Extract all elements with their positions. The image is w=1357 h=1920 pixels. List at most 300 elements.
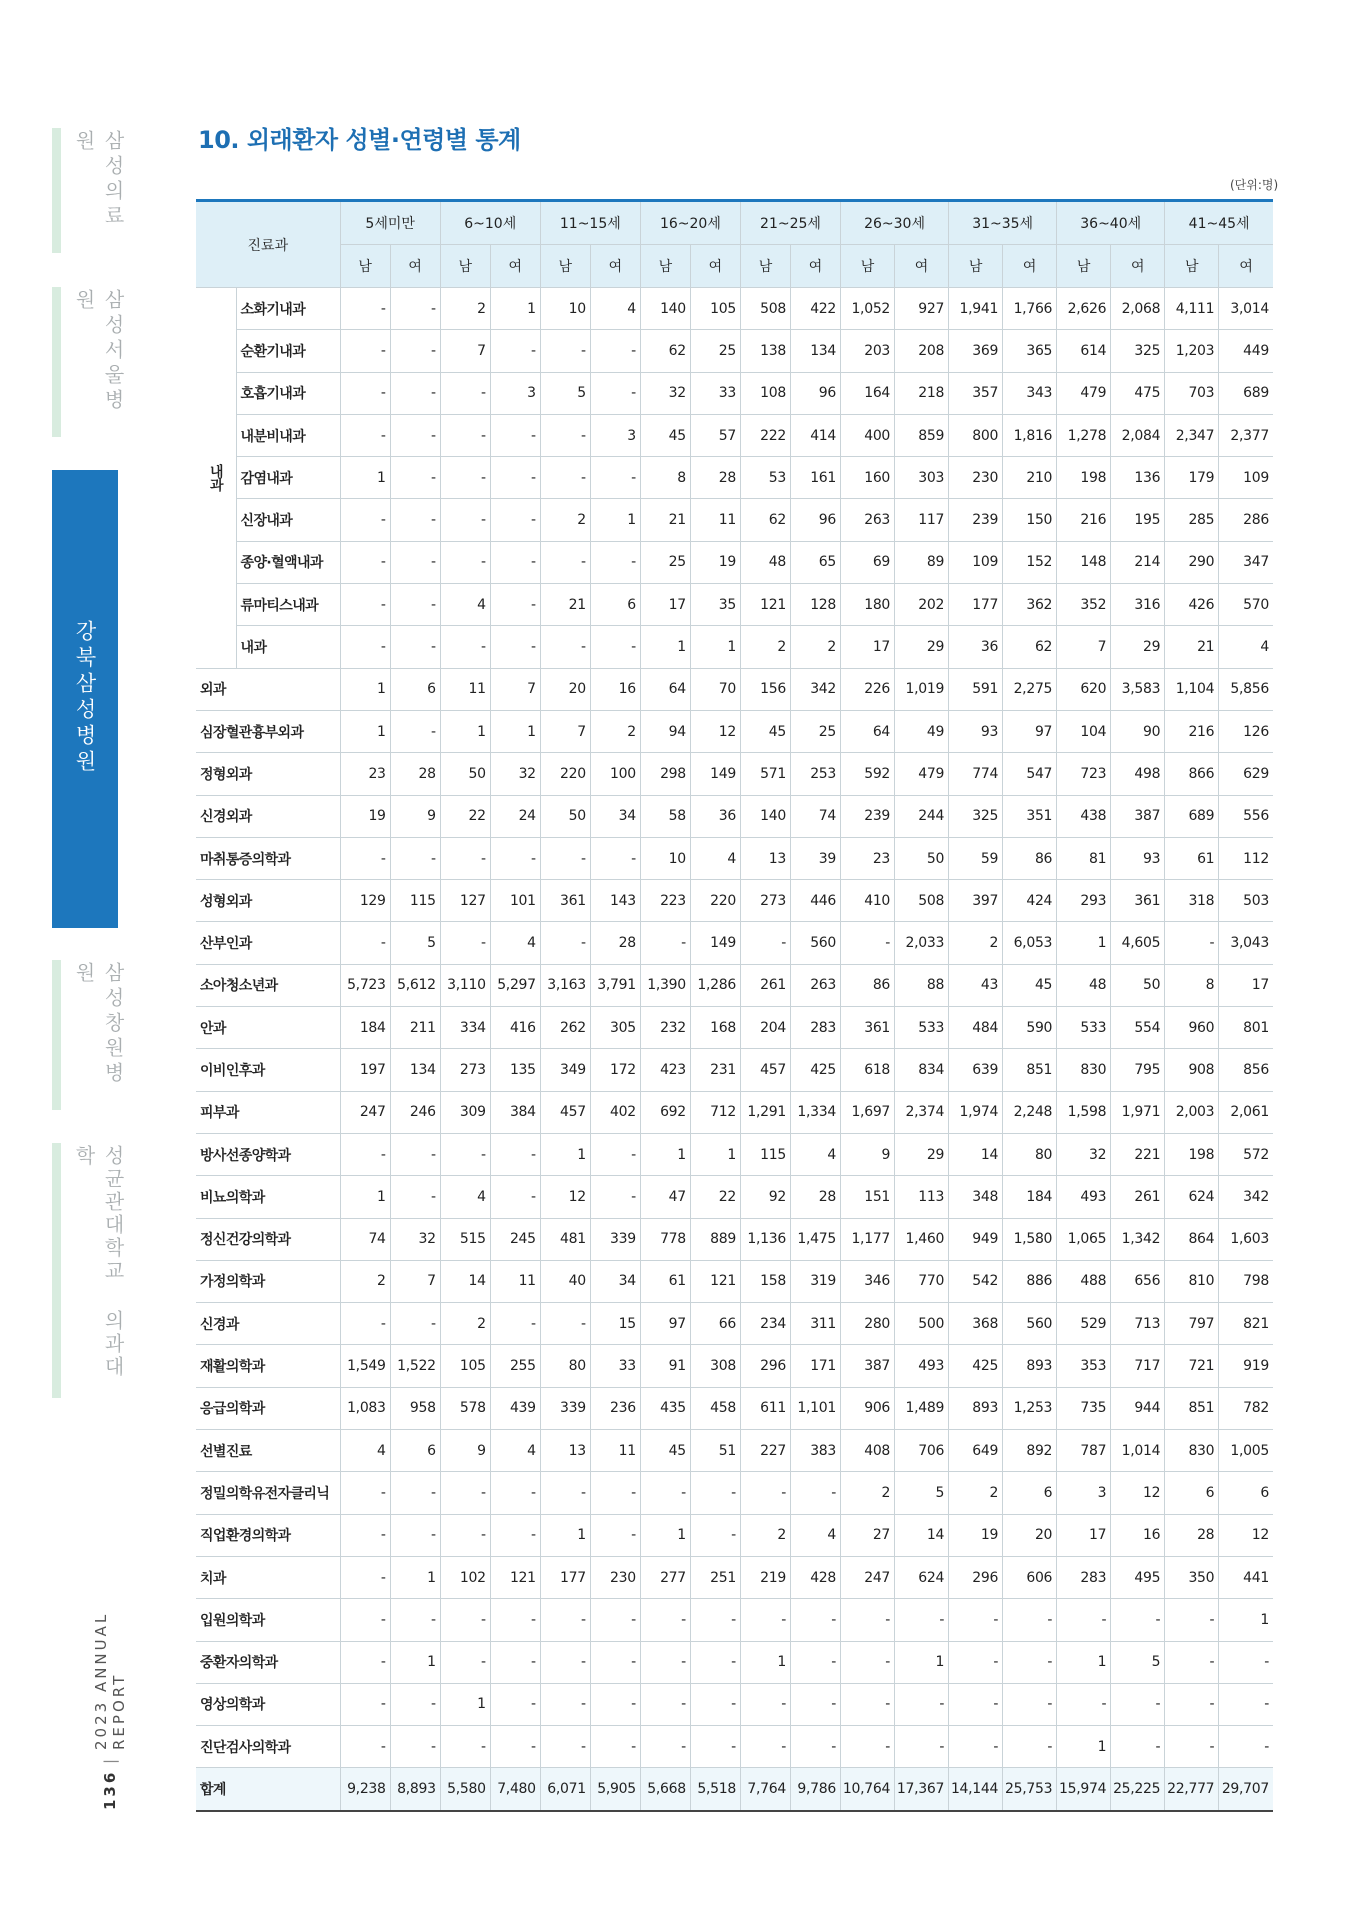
cell-value: 17 bbox=[841, 626, 895, 668]
cell-value: - bbox=[390, 626, 440, 668]
cell-value: 29 bbox=[895, 626, 949, 668]
cell-value: 89 bbox=[895, 541, 949, 583]
cell-value: 311 bbox=[790, 1303, 840, 1345]
table-row bbox=[196, 499, 1273, 541]
cell-value: 20 bbox=[1003, 1514, 1057, 1556]
cell-value: 343 bbox=[1003, 372, 1057, 414]
cell-value: 3,583 bbox=[1111, 668, 1165, 710]
cell-value: 1 bbox=[640, 626, 690, 668]
cell-value: 20 bbox=[540, 668, 590, 710]
cell-value: 493 bbox=[895, 1345, 949, 1387]
cell-value: 2 bbox=[590, 710, 640, 752]
cell-value: - bbox=[390, 414, 440, 456]
cell-value: - bbox=[949, 1599, 1003, 1641]
cell-value: 36 bbox=[949, 626, 1003, 668]
header-age-group: 26~30세 bbox=[841, 201, 949, 245]
cell-value: 325 bbox=[949, 795, 1003, 837]
report-name: 2023 ANNUAL REPORT bbox=[92, 1611, 128, 1750]
dept-name: 종양·혈액내과 bbox=[236, 541, 340, 583]
cell-value: - bbox=[740, 1472, 790, 1514]
dept-name: 중환자의학과 bbox=[196, 1641, 340, 1683]
table-row bbox=[196, 668, 1273, 710]
cell-value: 689 bbox=[1165, 795, 1219, 837]
cell-value: 851 bbox=[1165, 1387, 1219, 1429]
cell-value: 1 bbox=[740, 1641, 790, 1683]
table-row bbox=[196, 1218, 1273, 1260]
cell-value: 14 bbox=[895, 1514, 949, 1556]
cell-value: 717 bbox=[1111, 1345, 1165, 1387]
cell-value: - bbox=[390, 457, 440, 499]
cell-value: 17 bbox=[640, 584, 690, 626]
cell-value: 90 bbox=[1111, 710, 1165, 752]
cell-value: 22,777 bbox=[1165, 1768, 1219, 1811]
cell-value: 140 bbox=[640, 288, 690, 330]
cell-value: 14 bbox=[949, 1133, 1003, 1175]
footer-separator: | bbox=[101, 1755, 119, 1764]
side-tab-samsung-medical-center[interactable] bbox=[52, 128, 125, 253]
cell-value: 247 bbox=[841, 1556, 895, 1598]
cell-value: 361 bbox=[540, 880, 590, 922]
cell-value: 1,005 bbox=[1219, 1430, 1273, 1472]
cell-value: 4 bbox=[340, 1430, 390, 1472]
header-gender-male: 남 bbox=[949, 245, 1003, 288]
cell-value: - bbox=[740, 922, 790, 964]
cell-value: - bbox=[490, 1472, 540, 1514]
header-row-gender bbox=[196, 245, 1273, 288]
cell-value: - bbox=[740, 1683, 790, 1725]
cell-value: 383 bbox=[790, 1430, 840, 1472]
cell-value: - bbox=[440, 499, 490, 541]
cell-value: 572 bbox=[1219, 1133, 1273, 1175]
cell-value: 127 bbox=[440, 880, 490, 922]
cell-value: - bbox=[590, 1641, 640, 1683]
cell-value: - bbox=[540, 626, 590, 668]
cell-value: 556 bbox=[1219, 795, 1273, 837]
cell-value: 261 bbox=[740, 964, 790, 1006]
cell-value: 17 bbox=[1219, 964, 1273, 1006]
cell-value: 180 bbox=[841, 584, 895, 626]
cell-value: 100 bbox=[590, 753, 640, 795]
cell-value: 3,791 bbox=[590, 964, 640, 1006]
cell-value: 5,905 bbox=[590, 1768, 640, 1811]
cell-value: 949 bbox=[949, 1218, 1003, 1260]
cell-value: 346 bbox=[841, 1260, 895, 1302]
cell-value: 128 bbox=[790, 584, 840, 626]
cell-value: 305 bbox=[590, 1007, 640, 1049]
cell-value: 15,974 bbox=[1057, 1768, 1111, 1811]
cell-value: 105 bbox=[690, 288, 740, 330]
cell-value: 316 bbox=[1111, 584, 1165, 626]
cell-value: 5,612 bbox=[390, 964, 440, 1006]
cell-value: 927 bbox=[895, 288, 949, 330]
cell-value: 109 bbox=[949, 541, 1003, 583]
cell-value: 45 bbox=[640, 1430, 690, 1472]
cell-value: 361 bbox=[841, 1007, 895, 1049]
cell-value: 5 bbox=[1111, 1641, 1165, 1683]
cell-value: 1,475 bbox=[790, 1218, 840, 1260]
cell-value: 1 bbox=[640, 1514, 690, 1556]
cell-value: 117 bbox=[895, 499, 949, 541]
cell-value: 500 bbox=[895, 1303, 949, 1345]
cell-value: - bbox=[490, 1726, 540, 1768]
cell-value: 226 bbox=[841, 668, 895, 710]
cell-value: 1,286 bbox=[690, 964, 740, 1006]
cell-value: 230 bbox=[949, 457, 1003, 499]
cell-value: 892 bbox=[1003, 1430, 1057, 1472]
cell-value: 13 bbox=[540, 1430, 590, 1472]
cell-value: 503 bbox=[1219, 880, 1273, 922]
cell-value: - bbox=[390, 1303, 440, 1345]
cell-value: 253 bbox=[790, 753, 840, 795]
side-tab-bar bbox=[52, 960, 61, 1110]
cell-value: 93 bbox=[949, 710, 1003, 752]
cell-value: - bbox=[540, 1599, 590, 1641]
cell-value: - bbox=[590, 1472, 640, 1514]
side-tab-kangbuk-samsung-hospital[interactable] bbox=[52, 470, 118, 928]
dept-name: 소화기내과 bbox=[236, 288, 340, 330]
cell-value: 533 bbox=[1057, 1007, 1111, 1049]
cell-value: 33 bbox=[590, 1345, 640, 1387]
cell-value: 214 bbox=[1111, 541, 1165, 583]
cell-value: - bbox=[490, 499, 540, 541]
cell-value: 2 bbox=[740, 626, 790, 668]
cell-value: - bbox=[590, 372, 640, 414]
cell-value: 25,753 bbox=[1003, 1768, 1057, 1811]
cell-value: 1,580 bbox=[1003, 1218, 1057, 1260]
cell-value: 350 bbox=[1165, 1556, 1219, 1598]
cell-value: 263 bbox=[790, 964, 840, 1006]
cell-value: 7 bbox=[440, 330, 490, 372]
cell-value: 723 bbox=[1057, 753, 1111, 795]
header-age-group: 5세미만 bbox=[340, 201, 440, 245]
cell-value: - bbox=[790, 1683, 840, 1725]
cell-value: 547 bbox=[1003, 753, 1057, 795]
header-gender-female: 여 bbox=[1219, 245, 1273, 288]
cell-value: 28 bbox=[790, 1176, 840, 1218]
cell-value: 62 bbox=[1003, 626, 1057, 668]
cell-value: - bbox=[340, 1472, 390, 1514]
dept-name: 영상의학과 bbox=[196, 1683, 340, 1725]
cell-value: 5,297 bbox=[490, 964, 540, 1006]
cell-value: 28 bbox=[590, 922, 640, 964]
cell-value: - bbox=[590, 837, 640, 879]
table-row bbox=[196, 880, 1273, 922]
cell-value: 158 bbox=[740, 1260, 790, 1302]
header-gender-male: 남 bbox=[440, 245, 490, 288]
cell-value: 4 bbox=[690, 837, 740, 879]
cell-value: - bbox=[390, 710, 440, 752]
cell-value: 7 bbox=[490, 668, 540, 710]
cell-value: 795 bbox=[1111, 1049, 1165, 1091]
cell-value: 11 bbox=[590, 1430, 640, 1472]
table-row bbox=[196, 795, 1273, 837]
cell-value: - bbox=[1111, 1726, 1165, 1768]
cell-value: 34 bbox=[590, 795, 640, 837]
cell-value: 5 bbox=[390, 922, 440, 964]
cell-value: - bbox=[540, 1641, 590, 1683]
cell-value: 479 bbox=[1057, 372, 1111, 414]
cell-value: 198 bbox=[1057, 457, 1111, 499]
cell-value: 202 bbox=[895, 584, 949, 626]
cell-value: - bbox=[1057, 1683, 1111, 1725]
cell-value: 692 bbox=[640, 1091, 690, 1133]
cell-value: 149 bbox=[690, 753, 740, 795]
side-tab-label: 성균관대학교 의과대학 bbox=[72, 1145, 125, 1379]
cell-value: 11 bbox=[490, 1260, 540, 1302]
cell-value: 13 bbox=[740, 837, 790, 879]
cell-value: 893 bbox=[949, 1387, 1003, 1429]
cell-value: 410 bbox=[841, 880, 895, 922]
cell-value: - bbox=[790, 1472, 840, 1514]
cell-value: 50 bbox=[895, 837, 949, 879]
cell-value: 121 bbox=[490, 1556, 540, 1598]
cell-value: 362 bbox=[1003, 584, 1057, 626]
cell-value: 32 bbox=[1057, 1133, 1111, 1175]
cell-value: 112 bbox=[1219, 837, 1273, 879]
side-tab-samsung-changwon-hospital[interactable] bbox=[52, 960, 125, 1110]
cell-value: - bbox=[340, 1556, 390, 1598]
cell-value: 10,764 bbox=[841, 1768, 895, 1811]
cell-value: 1,598 bbox=[1057, 1091, 1111, 1133]
cell-value: 7 bbox=[390, 1260, 440, 1302]
cell-value: - bbox=[1003, 1683, 1057, 1725]
cell-value: 15 bbox=[590, 1303, 640, 1345]
cell-value: 25 bbox=[640, 541, 690, 583]
cell-value: 96 bbox=[790, 372, 840, 414]
cell-value: - bbox=[1003, 1726, 1057, 1768]
cell-value: 1,334 bbox=[790, 1091, 840, 1133]
cell-value: 70 bbox=[690, 668, 740, 710]
side-tab-samsung-seoul-hospital[interactable] bbox=[52, 287, 125, 437]
cell-value: 3,014 bbox=[1219, 288, 1273, 330]
cell-value: 515 bbox=[440, 1218, 490, 1260]
cell-value: 216 bbox=[1057, 499, 1111, 541]
cell-value: 283 bbox=[1057, 1556, 1111, 1598]
cell-value: 2 bbox=[540, 499, 590, 541]
cell-value: 560 bbox=[1003, 1303, 1057, 1345]
cell-value: - bbox=[949, 1726, 1003, 1768]
cell-value: 1,083 bbox=[340, 1387, 390, 1429]
cell-value: 798 bbox=[1219, 1260, 1273, 1302]
cell-value: 342 bbox=[790, 668, 840, 710]
cell-value: 426 bbox=[1165, 584, 1219, 626]
cell-value: 325 bbox=[1111, 330, 1165, 372]
cell-value: 197 bbox=[340, 1049, 390, 1091]
cell-value: 177 bbox=[540, 1556, 590, 1598]
cell-value: - bbox=[540, 1472, 590, 1514]
header-gender-male: 남 bbox=[640, 245, 690, 288]
dept-name: 류마티스내과 bbox=[236, 584, 340, 626]
cell-value: 7 bbox=[540, 710, 590, 752]
cell-value: 3 bbox=[1057, 1472, 1111, 1514]
header-gender-female: 여 bbox=[490, 245, 540, 288]
cell-value: 11 bbox=[440, 668, 490, 710]
cell-value: 1 bbox=[340, 1176, 390, 1218]
table-row bbox=[196, 1091, 1273, 1133]
cell-value: 353 bbox=[1057, 1345, 1111, 1387]
cell-value: 17,367 bbox=[895, 1768, 949, 1811]
dept-name: 내과 bbox=[236, 626, 340, 668]
cell-value: 88 bbox=[895, 964, 949, 1006]
cell-value: 10 bbox=[540, 288, 590, 330]
cell-value: 578 bbox=[440, 1387, 490, 1429]
header-age-group: 36~40세 bbox=[1057, 201, 1165, 245]
cell-value: - bbox=[690, 1599, 740, 1641]
cell-value: 9 bbox=[841, 1133, 895, 1175]
cell-value: 172 bbox=[590, 1049, 640, 1091]
cell-value: 1,052 bbox=[841, 288, 895, 330]
cell-value: 778 bbox=[640, 1218, 690, 1260]
cell-value: - bbox=[590, 1683, 640, 1725]
cell-value: 104 bbox=[1057, 710, 1111, 752]
cell-value: 441 bbox=[1219, 1556, 1273, 1598]
cell-value: - bbox=[390, 499, 440, 541]
cell-value: 368 bbox=[949, 1303, 1003, 1345]
cell-value: 149 bbox=[690, 922, 740, 964]
cell-value: 721 bbox=[1165, 1345, 1219, 1387]
cell-value: 1 bbox=[895, 1641, 949, 1683]
cell-value: 232 bbox=[640, 1007, 690, 1049]
cell-value: 810 bbox=[1165, 1260, 1219, 1302]
cell-value: - bbox=[340, 626, 390, 668]
cell-value: - bbox=[340, 837, 390, 879]
cell-value: 86 bbox=[841, 964, 895, 1006]
cell-value: - bbox=[540, 1303, 590, 1345]
table-row bbox=[196, 330, 1273, 372]
cell-value: 2,626 bbox=[1057, 288, 1111, 330]
cell-value: 156 bbox=[740, 668, 790, 710]
cell-value: - bbox=[340, 1133, 390, 1175]
cell-value: 8,893 bbox=[390, 1768, 440, 1811]
cell-value: - bbox=[390, 288, 440, 330]
cell-value: 770 bbox=[895, 1260, 949, 1302]
cell-value: - bbox=[640, 1472, 690, 1514]
cell-value: 1,253 bbox=[1003, 1387, 1057, 1429]
cell-value: 2 bbox=[949, 922, 1003, 964]
cell-value: - bbox=[390, 1133, 440, 1175]
header-dept: 진료과 bbox=[196, 201, 340, 288]
cell-value: 713 bbox=[1111, 1303, 1165, 1345]
cell-value: 484 bbox=[949, 1007, 1003, 1049]
cell-value: 216 bbox=[1165, 710, 1219, 752]
cell-value: 195 bbox=[1111, 499, 1165, 541]
cell-value: 859 bbox=[895, 414, 949, 456]
cell-value: 198 bbox=[1165, 1133, 1219, 1175]
cell-value: - bbox=[390, 1176, 440, 1218]
cell-value: 21 bbox=[540, 584, 590, 626]
cell-value: 735 bbox=[1057, 1387, 1111, 1429]
cell-value: 25 bbox=[690, 330, 740, 372]
cell-value: 246 bbox=[390, 1091, 440, 1133]
side-tab-bar bbox=[52, 287, 61, 437]
cell-value: - bbox=[895, 1683, 949, 1725]
cell-value: 2,275 bbox=[1003, 668, 1057, 710]
cell-value: 1,460 bbox=[895, 1218, 949, 1260]
cell-value: 357 bbox=[949, 372, 1003, 414]
table-row bbox=[196, 1641, 1273, 1683]
cell-value: 12 bbox=[540, 1176, 590, 1218]
cell-value: 19 bbox=[949, 1514, 1003, 1556]
header-gender-female: 여 bbox=[1003, 245, 1057, 288]
cell-value: 12 bbox=[1219, 1514, 1273, 1556]
cell-value: 45 bbox=[640, 414, 690, 456]
header-age-group: 16~20세 bbox=[640, 201, 740, 245]
cell-value: 4 bbox=[440, 584, 490, 626]
cell-value: - bbox=[590, 1514, 640, 1556]
table-row bbox=[196, 1303, 1273, 1345]
cell-value: 960 bbox=[1165, 1007, 1219, 1049]
cell-value: 479 bbox=[895, 753, 949, 795]
side-tab-bar bbox=[52, 128, 61, 253]
cell-value: - bbox=[949, 1641, 1003, 1683]
cell-value: - bbox=[490, 1514, 540, 1556]
cell-value: 1,390 bbox=[640, 964, 690, 1006]
cell-value: - bbox=[390, 1599, 440, 1641]
table-row bbox=[196, 1430, 1273, 1472]
cell-value: 438 bbox=[1057, 795, 1111, 837]
cell-value: 4 bbox=[590, 288, 640, 330]
side-tab-skku-medicine[interactable] bbox=[52, 1143, 125, 1398]
header-age-group: 21~25세 bbox=[740, 201, 840, 245]
cell-value: 2,374 bbox=[895, 1091, 949, 1133]
cell-value: 115 bbox=[740, 1133, 790, 1175]
cell-value: 488 bbox=[1057, 1260, 1111, 1302]
cell-value: 2,033 bbox=[895, 922, 949, 964]
outpatient-stats-table bbox=[196, 199, 1273, 1812]
cell-value: 1,971 bbox=[1111, 1091, 1165, 1133]
cell-value: 66 bbox=[690, 1303, 740, 1345]
cell-value: 834 bbox=[895, 1049, 949, 1091]
table-row bbox=[196, 626, 1273, 668]
cell-value: - bbox=[490, 457, 540, 499]
cell-value: 1 bbox=[1057, 1726, 1111, 1768]
cell-value: 220 bbox=[690, 880, 740, 922]
dept-name: 이비인후과 bbox=[196, 1049, 340, 1091]
cell-value: - bbox=[390, 541, 440, 583]
cell-value: - bbox=[340, 499, 390, 541]
cell-value: - bbox=[390, 1514, 440, 1556]
cell-value: 2 bbox=[440, 288, 490, 330]
cell-value: 423 bbox=[640, 1049, 690, 1091]
cell-value: 944 bbox=[1111, 1387, 1165, 1429]
cell-value: 590 bbox=[1003, 1007, 1057, 1049]
page-title: 10. 외래환자 성별·연령별 통계 bbox=[198, 126, 521, 154]
cell-value: 1 bbox=[540, 1133, 590, 1175]
cell-value: 308 bbox=[690, 1345, 740, 1387]
cell-value: 91 bbox=[640, 1345, 690, 1387]
cell-value: 21 bbox=[640, 499, 690, 541]
cell-value: 1 bbox=[690, 1133, 740, 1175]
cell-value: 1,697 bbox=[841, 1091, 895, 1133]
cell-value: 203 bbox=[841, 330, 895, 372]
cell-value: 2 bbox=[841, 1472, 895, 1514]
cell-value: 2,377 bbox=[1219, 414, 1273, 456]
dept-name: 성형외과 bbox=[196, 880, 340, 922]
cell-value: 62 bbox=[740, 499, 790, 541]
table-row bbox=[196, 1726, 1273, 1768]
cell-value: 620 bbox=[1057, 668, 1111, 710]
cell-value: 6,071 bbox=[540, 1768, 590, 1811]
cell-value: - bbox=[590, 541, 640, 583]
cell-value: 36 bbox=[690, 795, 740, 837]
cell-value: - bbox=[340, 1303, 390, 1345]
cell-value: 4,605 bbox=[1111, 922, 1165, 964]
cell-value: - bbox=[390, 1472, 440, 1514]
cell-value: 97 bbox=[1003, 710, 1057, 752]
cell-value: 121 bbox=[740, 584, 790, 626]
header-gender-male: 남 bbox=[540, 245, 590, 288]
table-row bbox=[196, 1683, 1273, 1725]
